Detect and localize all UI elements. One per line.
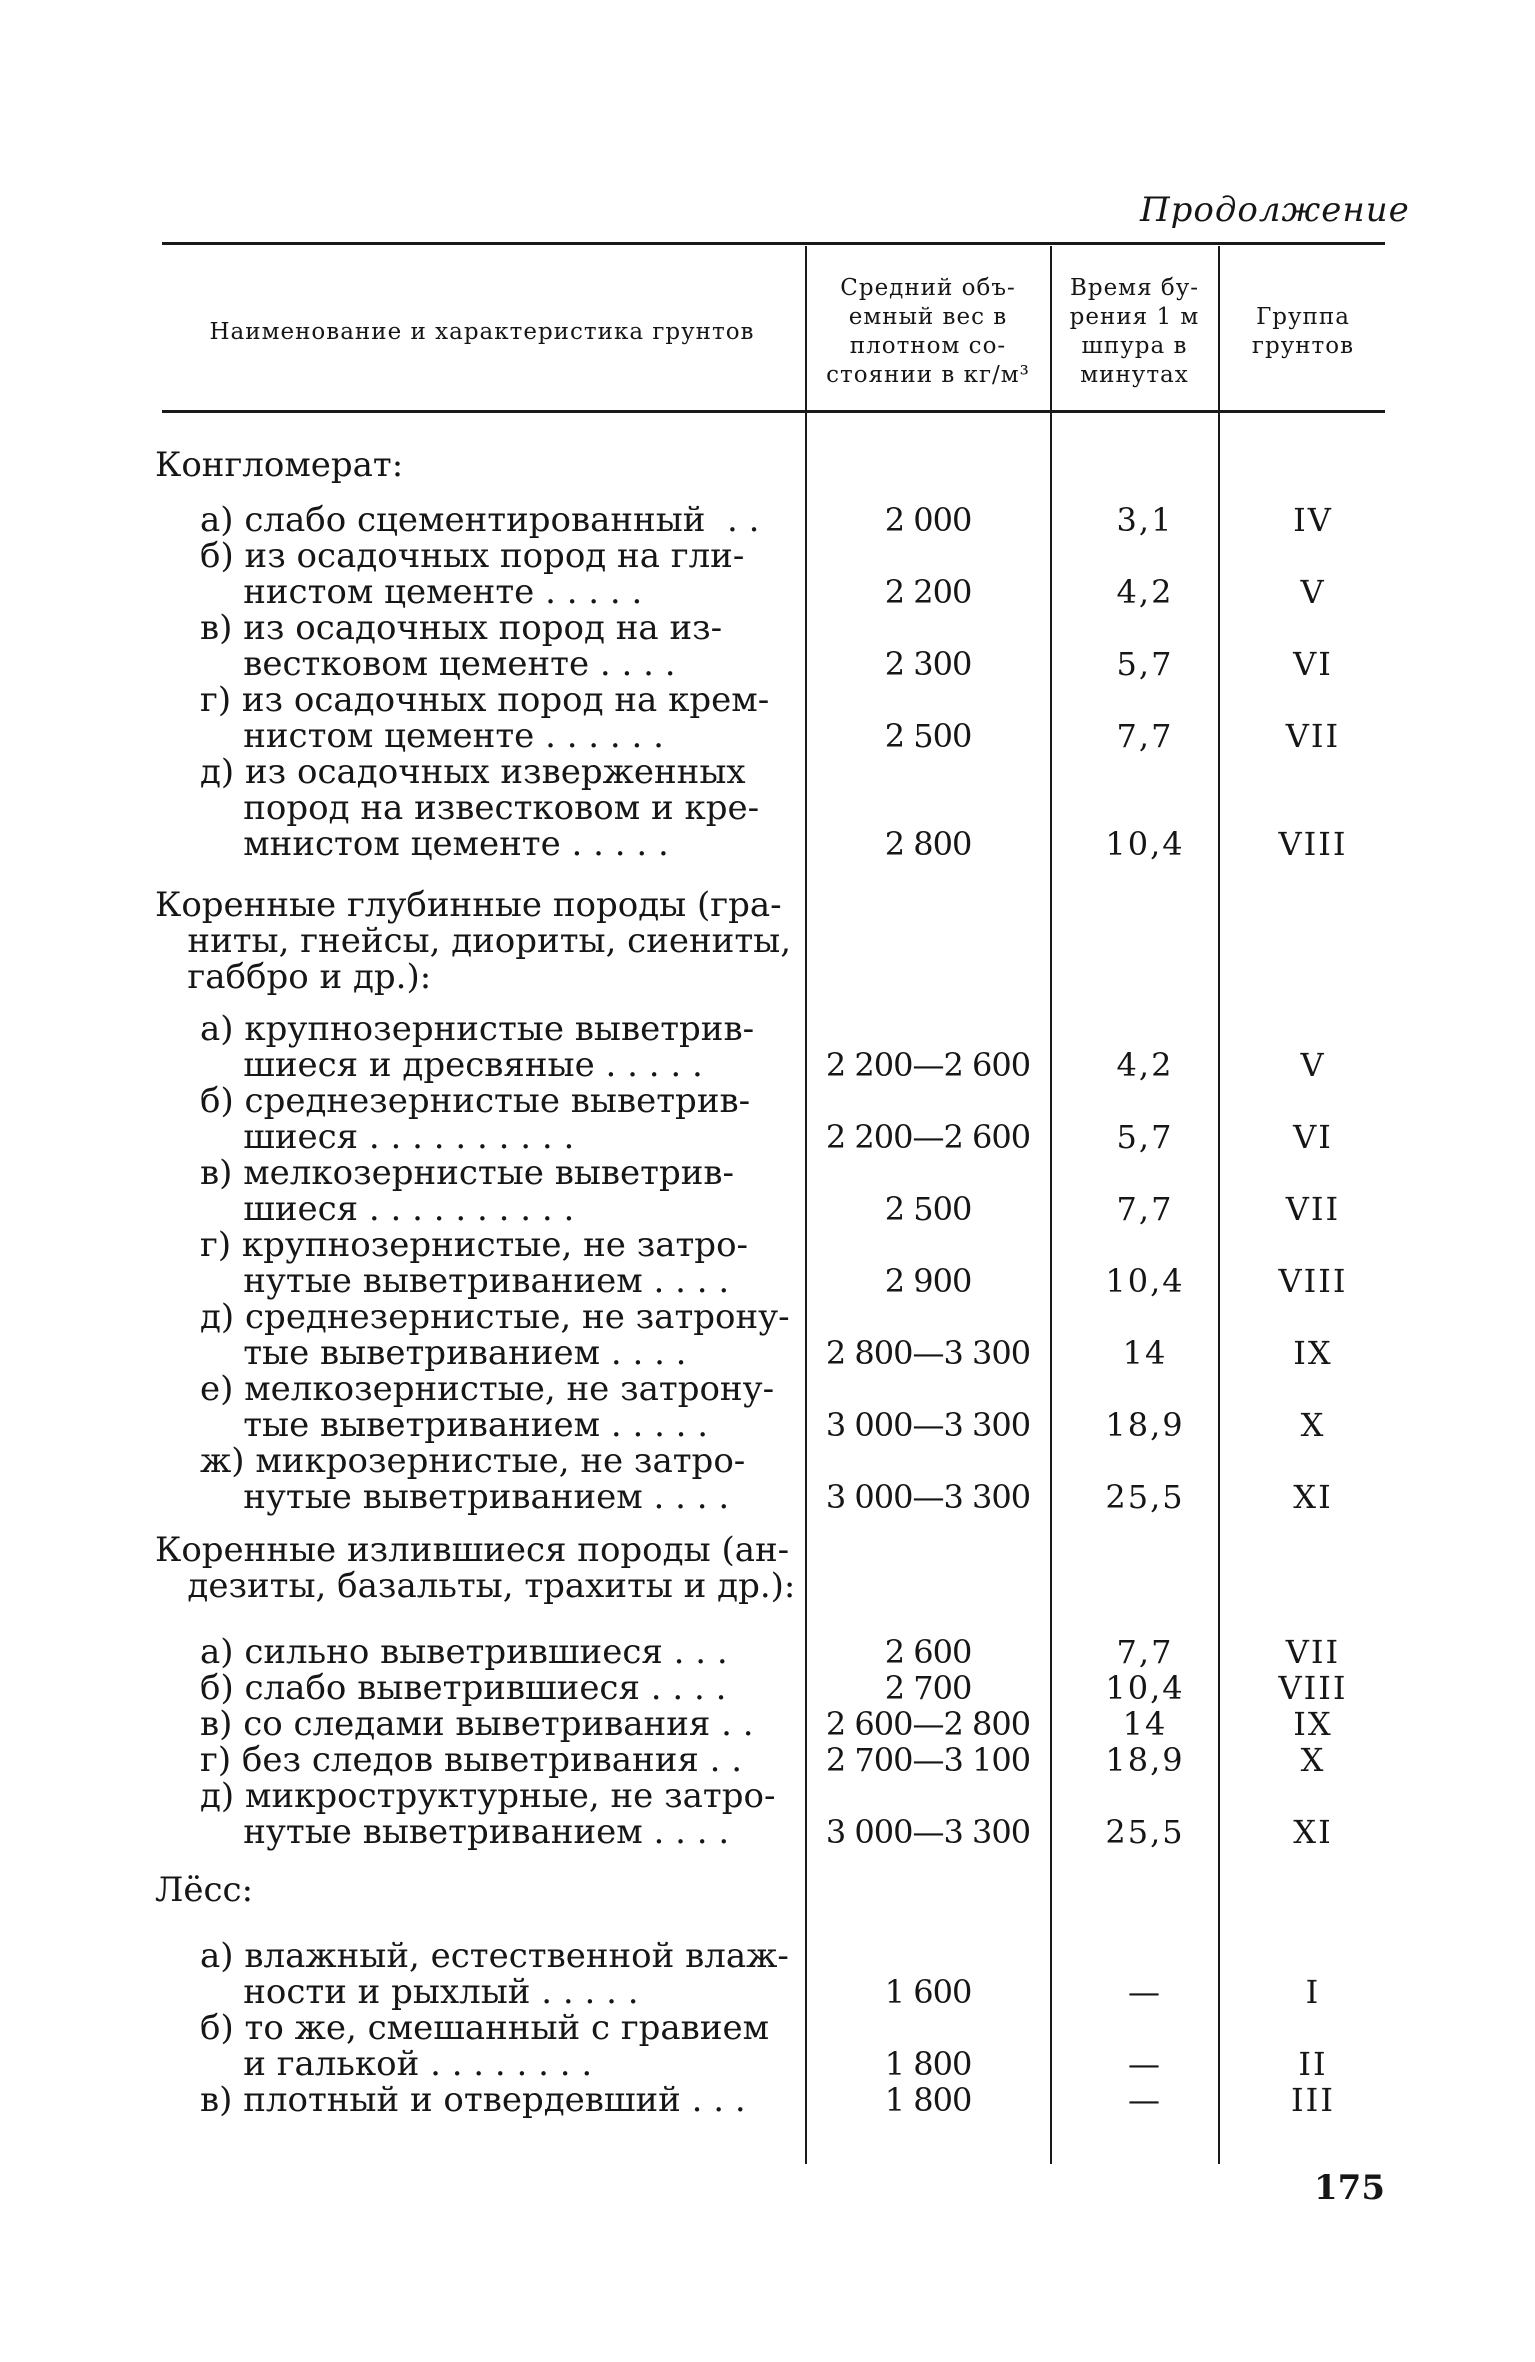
table-row <box>0 1670 1535 1706</box>
drilling-time-cell: 5,7 <box>1116 645 1174 683</box>
soil-name: б) слабо выветрившиеся . . . . <box>200 1668 727 1708</box>
table-row <box>0 1938 1535 2010</box>
drilling-time-cell: 7,7 <box>1116 1633 1174 1671</box>
soil-name: в) со следами выветривания . . <box>200 1704 754 1744</box>
table-row <box>0 447 1535 483</box>
table-row <box>0 1872 1535 1908</box>
volume-weight-cell: 2 000 <box>884 501 972 539</box>
drilling-time-cell: 4,2 <box>1116 573 1174 611</box>
table-row <box>0 1532 1535 1604</box>
soil-name: б) то же, смешанный с гравием и галькой . . . . . . . . <box>200 2008 770 2084</box>
soil-group-cell: III <box>1291 2081 1335 2119</box>
table-row <box>0 887 1535 995</box>
soil-group-cell: I <box>1305 1973 1321 2011</box>
soil-name: Коренные излившиеся породы (ан- дезиты, базальты, трахиты и др.): <box>155 1530 796 1606</box>
volume-weight-cell: 2 500 <box>884 1190 972 1228</box>
soil-name: в) мелкозернистые выветрив- шиеся . . . . . . . . . . <box>200 1153 735 1229</box>
volume-weight-cell: 3 000—3 300 <box>825 1406 1031 1444</box>
drilling-time-cell: 10,4 <box>1105 825 1185 863</box>
drilling-time-cell: 10,4 <box>1105 1262 1185 1300</box>
volume-weight-cell: 2 900 <box>884 1262 972 1300</box>
drilling-time-cell: 7,7 <box>1116 717 1174 755</box>
header-weight: Средний объ- емный вес в плотном со- стоянии в кг/м³ <box>826 275 1030 388</box>
soil-group-cell: IX <box>1293 1334 1333 1372</box>
soil-name: а) влажный, естественной влаж- ности и рыхлый . . . . . <box>200 1936 789 2012</box>
volume-weight-cell: 2 500 <box>884 717 972 755</box>
soil-group-cell: IX <box>1293 1705 1333 1743</box>
soil-name: ж) микрозернистые, не затро- нутые выветриванием . . . . <box>200 1441 746 1517</box>
volume-weight-cell: 1 600 <box>884 1973 972 2011</box>
table-row <box>0 1742 1535 1778</box>
table-row <box>0 1083 1535 1155</box>
soil-name: г) крупнозернистые, не затро- нутые выветриванием . . . . <box>200 1225 749 1301</box>
drilling-time-cell: 25,5 <box>1105 1813 1185 1851</box>
soil-group-cell: VIII <box>1278 1262 1348 1300</box>
drilling-time-cell: — <box>1128 2045 1162 2083</box>
soil-name: в) плотный и отвердевший . . . <box>200 2080 746 2120</box>
table-top-rule <box>162 242 1385 245</box>
soil-name: д) среднезернистые, не затрону- тые выветриванием . . . . <box>200 1297 790 1373</box>
table-row <box>0 1155 1535 1227</box>
volume-weight-cell: 2 300 <box>884 645 972 683</box>
header-time: Время бу- рения 1 м шпура в минутах <box>1069 275 1200 388</box>
table-row <box>0 754 1535 862</box>
table-row <box>0 2082 1535 2118</box>
header-name: Наименование и характеристика грунтов <box>209 318 755 345</box>
drilling-time-cell: — <box>1128 2081 1162 2119</box>
volume-weight-cell: 2 200—2 600 <box>825 1118 1031 1156</box>
drilling-time-cell: 10,4 <box>1105 1669 1185 1707</box>
soil-name: е) мелкозернистые, не затрону- тые выветриванием . . . . . <box>200 1369 775 1445</box>
soil-name: Коренные глубинные породы (гра- ниты, гнейсы, диориты, сиениты, габбро и др.): <box>155 885 792 997</box>
volume-weight-cell: 2 200 <box>884 573 972 611</box>
soil-name: д) микроструктурные, не затро- нутые выветриванием . . . . <box>200 1776 776 1852</box>
volume-weight-cell: 2 700—3 100 <box>825 1741 1031 1779</box>
table-row <box>0 1443 1535 1515</box>
soil-group-cell: VIII <box>1278 825 1348 863</box>
soil-name: в) из осадочных пород на из- вестковом цементе . . . . <box>200 608 723 684</box>
volume-weight-cell: 2 600—2 800 <box>825 1705 1031 1743</box>
table-header-rule <box>162 410 1385 413</box>
soil-group-cell: VII <box>1285 1190 1341 1228</box>
drilling-time-cell: 18,9 <box>1105 1406 1185 1444</box>
soil-group-cell: XI <box>1293 1478 1333 1516</box>
soil-group-cell: II <box>1298 2045 1328 2083</box>
volume-weight-cell: 2 600 <box>884 1633 972 1671</box>
drilling-time-cell: 14 <box>1122 1334 1168 1372</box>
soil-group-cell: V <box>1300 1046 1326 1084</box>
table-row <box>0 1706 1535 1742</box>
soil-name: г) из осадочных пород на крем- нистом цементе . . . . . . <box>200 680 770 756</box>
drilling-time-cell: 14 <box>1122 1705 1168 1743</box>
soil-group-cell: VI <box>1293 1118 1333 1156</box>
table-row <box>0 610 1535 682</box>
drilling-time-cell: 18,9 <box>1105 1741 1185 1779</box>
volume-weight-cell: 2 700 <box>884 1669 972 1707</box>
drilling-time-cell: 25,5 <box>1105 1478 1185 1516</box>
soil-group-cell: VII <box>1285 717 1341 755</box>
volume-weight-cell: 3 000—3 300 <box>825 1478 1031 1516</box>
soil-group-cell: V <box>1300 573 1326 611</box>
table-row <box>0 502 1535 538</box>
soil-name: Конгломерат: <box>155 445 404 485</box>
continuation-label: Продолжение <box>1140 190 1410 230</box>
table-row <box>0 682 1535 754</box>
drilling-time-cell: 4,2 <box>1116 1046 1174 1084</box>
soil-group-cell: XI <box>1293 1813 1333 1851</box>
volume-weight-cell: 2 200—2 600 <box>825 1046 1031 1084</box>
drilling-time-cell: — <box>1128 1973 1162 2011</box>
soil-name: г) без следов выветривания . . <box>200 1740 743 1780</box>
soil-name: а) слабо сцементированный . . <box>200 500 760 540</box>
table-row <box>0 1371 1535 1443</box>
volume-weight-cell: 2 800 <box>884 825 972 863</box>
volume-weight-cell: 2 800—3 300 <box>825 1334 1031 1372</box>
table-row <box>0 1778 1535 1850</box>
drilling-time-cell: 5,7 <box>1116 1118 1174 1156</box>
soil-name: б) среднезернистые выветрив- шиеся . . . . . . . . . . <box>200 1081 751 1157</box>
soil-group-cell: VII <box>1285 1633 1341 1671</box>
soil-group-cell: VIII <box>1278 1669 1348 1707</box>
table-row <box>0 1227 1535 1299</box>
soil-name: Лёсс: <box>155 1870 254 1910</box>
drilling-time-cell: 3,1 <box>1116 501 1174 539</box>
soil-group-cell: IV <box>1293 501 1333 539</box>
soil-group-cell: VI <box>1293 645 1333 683</box>
drilling-time-cell: 7,7 <box>1116 1190 1174 1228</box>
soil-group-cell: X <box>1300 1406 1326 1444</box>
soil-group-cell: X <box>1300 1741 1326 1779</box>
table-row <box>0 1634 1535 1670</box>
table-row <box>0 1011 1535 1083</box>
soil-name: а) крупнозернистые выветрив- шиеся и дресвяные . . . . . <box>200 1009 755 1085</box>
volume-weight-cell: 1 800 <box>884 2081 972 2119</box>
table-row <box>0 538 1535 610</box>
soil-name: а) сильно выветрившиеся . . . <box>200 1632 728 1672</box>
table-row <box>0 2010 1535 2082</box>
volume-weight-cell: 3 000—3 300 <box>825 1813 1031 1851</box>
volume-weight-cell: 1 800 <box>884 2045 972 2083</box>
soil-name: д) из осадочных изверженных пород на известковом и кре- мнистом цементе . . . . . <box>200 752 760 864</box>
header-group: Группа грунтов <box>1251 304 1355 359</box>
soil-name: б) из осадочных пород на гли- нистом цементе . . . . . <box>200 536 745 612</box>
page-number: 175 <box>1314 2168 1385 2208</box>
table-row <box>0 1299 1535 1371</box>
